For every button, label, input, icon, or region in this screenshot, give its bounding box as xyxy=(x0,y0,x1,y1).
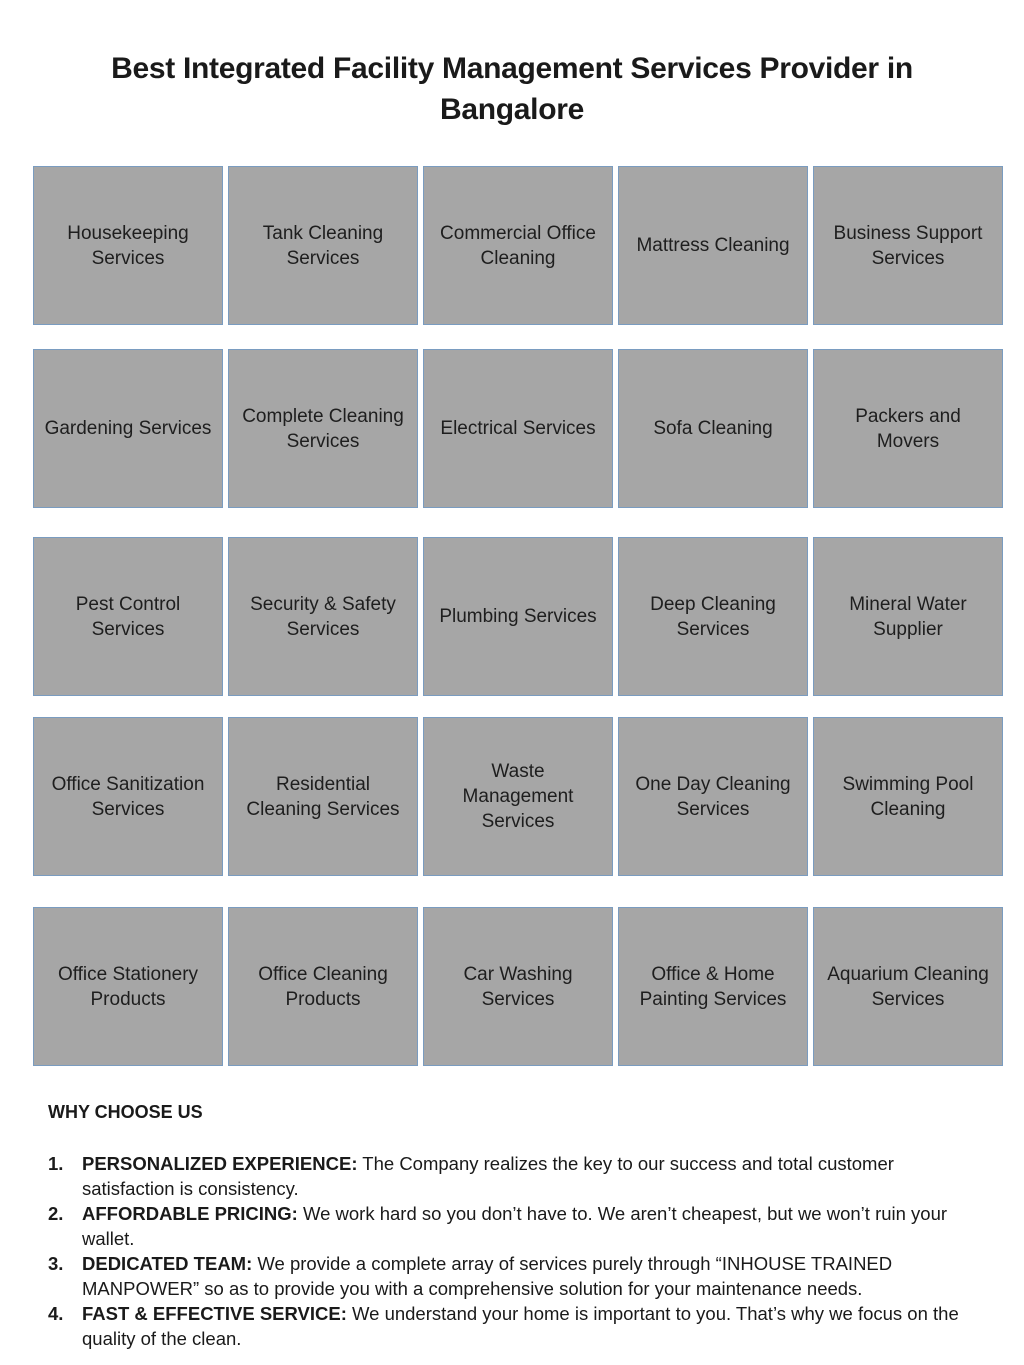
list-item-title: PERSONALIZED EXPERIENCE: xyxy=(82,1153,358,1174)
service-tile-label: Swimming Pool Cleaning xyxy=(842,773,974,820)
service-tile-label: Deep Cleaning Services xyxy=(650,593,776,640)
service-tile-label: Waste Management Services xyxy=(462,761,574,832)
service-tile-label: Housekeeping Services xyxy=(67,222,189,269)
page-title-line-2: Bangalore xyxy=(439,93,584,126)
service-tile-commercial-office-cleaning[interactable] xyxy=(423,166,613,325)
service-row-3 xyxy=(33,537,1003,698)
service-tile-label: Mineral Water Supplier xyxy=(849,593,967,640)
service-tile-car-washing[interactable] xyxy=(423,907,613,1066)
service-row-4 xyxy=(33,717,1003,878)
service-row-1 xyxy=(33,166,1003,327)
list-item-number: 2. xyxy=(48,1203,64,1224)
service-tile-label: Office Sanitization Services xyxy=(51,773,205,820)
service-tile-label: Plumbing Services xyxy=(439,606,597,627)
list-item xyxy=(48,1301,988,1351)
service-tile-label: Mattress Cleaning xyxy=(636,235,790,256)
service-tile-label: Pest Control Services xyxy=(75,593,181,640)
service-tile-complete-cleaning[interactable] xyxy=(228,349,418,508)
list-item-text xyxy=(82,1251,988,1301)
service-tile-security-safety[interactable] xyxy=(228,537,418,696)
service-tile-label: Office Stationery Products xyxy=(57,963,199,1010)
service-tile-label: Packers and Movers xyxy=(855,405,961,452)
service-tile-label: Commercial Office Cleaning xyxy=(440,222,596,269)
service-tile-office-stationery[interactable] xyxy=(33,907,223,1066)
list-item-text xyxy=(82,1151,988,1201)
service-tile-painting[interactable] xyxy=(618,907,808,1066)
list-item-title: AFFORDABLE PRICING: xyxy=(82,1203,298,1224)
list-item-text xyxy=(82,1201,988,1251)
service-tile-label: Sofa Cleaning xyxy=(653,418,773,439)
service-tile-swimming-pool[interactable] xyxy=(813,717,1003,876)
list-item-number: 1. xyxy=(48,1153,64,1174)
list-item-title: FAST & EFFECTIVE SERVICE: xyxy=(82,1303,347,1324)
service-tile-label: One Day Cleaning Services xyxy=(635,773,791,820)
list-item xyxy=(48,1201,988,1251)
why-choose-us-heading: WHY CHOOSE US xyxy=(48,1102,203,1122)
service-tile-waste-management[interactable] xyxy=(423,717,613,876)
service-row-2 xyxy=(33,349,1003,510)
list-item-text xyxy=(82,1301,988,1351)
service-tile-gardening[interactable] xyxy=(33,349,223,508)
service-tile-label: Complete Cleaning Services xyxy=(242,405,404,452)
page-title xyxy=(0,48,1024,130)
service-tile-office-cleaning-products[interactable] xyxy=(228,907,418,1066)
service-tile-label: Tank Cleaning Services xyxy=(262,222,384,269)
list-item xyxy=(48,1251,988,1301)
page-title-line-1: Best Integrated Facility Management Services Provider in xyxy=(111,52,913,85)
list-item-number: 3. xyxy=(48,1253,64,1274)
service-tile-plumbing[interactable] xyxy=(423,537,613,696)
service-tile-tank-cleaning[interactable] xyxy=(228,166,418,325)
service-tile-label: Aquarium Cleaning Services xyxy=(827,963,989,1010)
service-tile-label: Car Washing Services xyxy=(463,963,573,1010)
service-tile-one-day-cleaning[interactable] xyxy=(618,717,808,876)
list-item-body: The Company realizes the key to our success and total customer satisfaction is consistency. xyxy=(82,1153,894,1199)
service-tile-label: Security & Safety Services xyxy=(250,593,396,640)
list-item-body: We understand your home is important to you. That’s why we focus on the quality of the clean. xyxy=(82,1303,959,1349)
service-tile-label: Business Support Services xyxy=(833,222,983,269)
service-tile-business-support[interactable] xyxy=(813,166,1003,325)
service-tile-sofa-cleaning[interactable] xyxy=(618,349,808,508)
service-tile-label: Residential Cleaning Services xyxy=(246,773,400,820)
service-row-5 xyxy=(33,907,1003,1068)
service-tile-electrical[interactable] xyxy=(423,349,613,508)
list-item-title: DEDICATED TEAM: xyxy=(82,1253,253,1274)
service-tile-deep-cleaning[interactable] xyxy=(618,537,808,696)
service-tile-label: Gardening Services xyxy=(44,418,212,439)
service-tile-mattress-cleaning[interactable] xyxy=(618,166,808,325)
list-item-body: We work hard so you don’t have to. We aren’t cheapest, but we won’t ruin your wallet. xyxy=(82,1203,948,1249)
service-tile-mineral-water[interactable] xyxy=(813,537,1003,696)
service-tile-office-sanitization[interactable] xyxy=(33,717,223,876)
list-item xyxy=(48,1151,988,1201)
service-tile-residential-cleaning[interactable] xyxy=(228,717,418,876)
service-tile-pest-control[interactable] xyxy=(33,537,223,696)
service-tile-label: Office & Home Painting Services xyxy=(639,963,787,1010)
service-tile-aquarium-cleaning[interactable] xyxy=(813,907,1003,1066)
why-choose-us-list xyxy=(48,1151,988,1351)
service-tile-packers-movers[interactable] xyxy=(813,349,1003,508)
service-tile-label: Office Cleaning Products xyxy=(258,963,388,1010)
service-tile-label: Electrical Services xyxy=(440,418,596,439)
list-item-number: 4. xyxy=(48,1303,64,1324)
list-item-body: We provide a complete array of services purely through “INHOUSE TRAINED MANPOWER” so as to provide you with a comprehensive solution for your maintenance needs. xyxy=(82,1253,893,1299)
service-tile-housekeeping[interactable] xyxy=(33,166,223,325)
